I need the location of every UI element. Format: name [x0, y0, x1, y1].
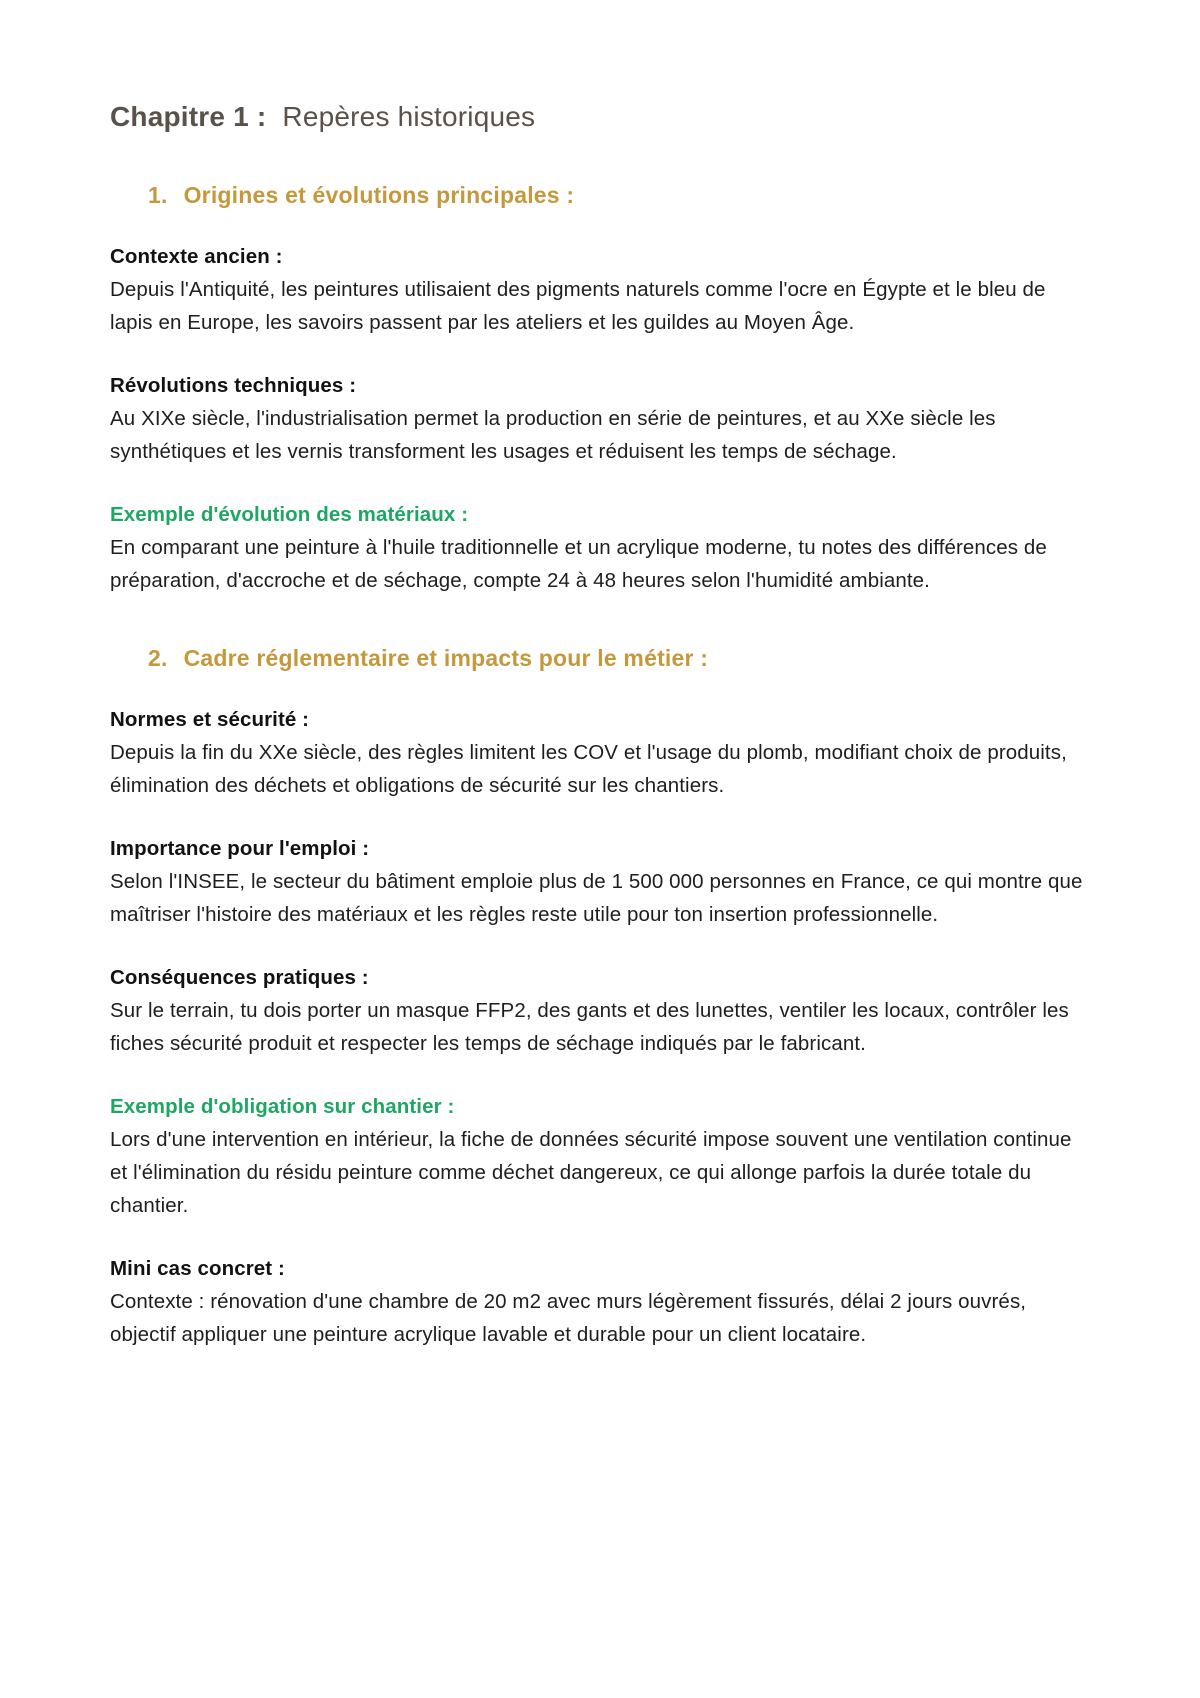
block-heading: Mini cas concret : [110, 1257, 285, 1280]
content-block [110, 961, 1090, 1060]
section-heading-label: Origines et évolutions principales : [183, 182, 575, 208]
block-body-text: Depuis la fin du XXe siècle, des règles limitent les COV et l'usage du plomb, modifiant choix de produits, élimination des déchets et obligations de sécurité sur les chantiers. [110, 741, 1067, 797]
content-block [110, 1252, 1090, 1351]
block-body-text: Contexte : rénovation d'une chambre de 20 m2 avec murs légèrement fissurés, délai 2 jours ouvrés, objectif appliquer une peinture acrylique lavable et durable pour un client locataire. [110, 1290, 1027, 1346]
content-block [110, 369, 1090, 468]
block-body-text: Au XIXe siècle, l'industrialisation permet la production en série de peintures, et au XXe siècle les synthétiques et les vernis transforment les usages et réduisent les temps de séchage. [110, 407, 996, 463]
block-heading: Normes et sécurité : [110, 708, 310, 731]
block-body-text: Selon l'INSEE, le secteur du bâtiment emploie plus de 1 500 000 personnes en France, ce qui montre que maîtriser l'histoire des matériaux et les règles reste utile pour ton insertion professionnelle. [110, 870, 1083, 926]
block-heading: Conséquences pratiques : [110, 966, 369, 989]
numbered-section-heading [148, 643, 1090, 673]
section-number: 2. [148, 645, 168, 671]
block-heading: Révolutions techniques : [110, 374, 357, 397]
section-number: 1. [148, 182, 168, 208]
content-block [110, 498, 1090, 597]
block-body-text: Sur le terrain, tu dois porter un masque FFP2, des gants et des lunettes, ventiler les locaux, contrôler les fiches sécurité produit et respecter les temps de séchage indiqués par le fabricant. [110, 999, 1069, 1055]
chapter-title [110, 100, 1090, 134]
content-block [110, 703, 1090, 802]
block-body-text: En comparant une peinture à l'huile traditionnelle et un acrylique moderne, tu notes des différences de préparation, d'accroche et de séchage, compte 24 à 48 heures selon l'humidité ambiante. [110, 536, 1047, 592]
block-body-text: Depuis l'Antiquité, les peintures utilisaient des pigments naturels comme l'ocre en Égypte et le bleu de lapis en Europe, les savoirs passent par les ateliers et les guildes au Moyen Âge. [110, 278, 1046, 334]
sections-container [110, 180, 1090, 1351]
section-heading-label: Cadre réglementaire et impacts pour le métier : [183, 645, 709, 671]
chapter-title-text: Repères historiques [282, 101, 536, 132]
block-heading: Contexte ancien : [110, 245, 283, 268]
block-heading: Importance pour l'emploi : [110, 837, 370, 860]
content-block [110, 1090, 1090, 1222]
example-heading: Exemple d'évolution des matériaux : [110, 503, 469, 526]
example-heading: Exemple d'obligation sur chantier : [110, 1095, 455, 1118]
block-body-text: Lors d'une intervention en intérieur, la fiche de données sécurité impose souvent une ventilation continue et l'élimination du résidu peinture comme déchet dangereux, ce qui allonge parfois la durée totale du chantier. [110, 1128, 1072, 1217]
content-block [110, 240, 1090, 339]
chapter-title-prefix: Chapitre 1 : [110, 101, 267, 132]
content-block [110, 832, 1090, 931]
numbered-section-heading [148, 180, 1090, 210]
